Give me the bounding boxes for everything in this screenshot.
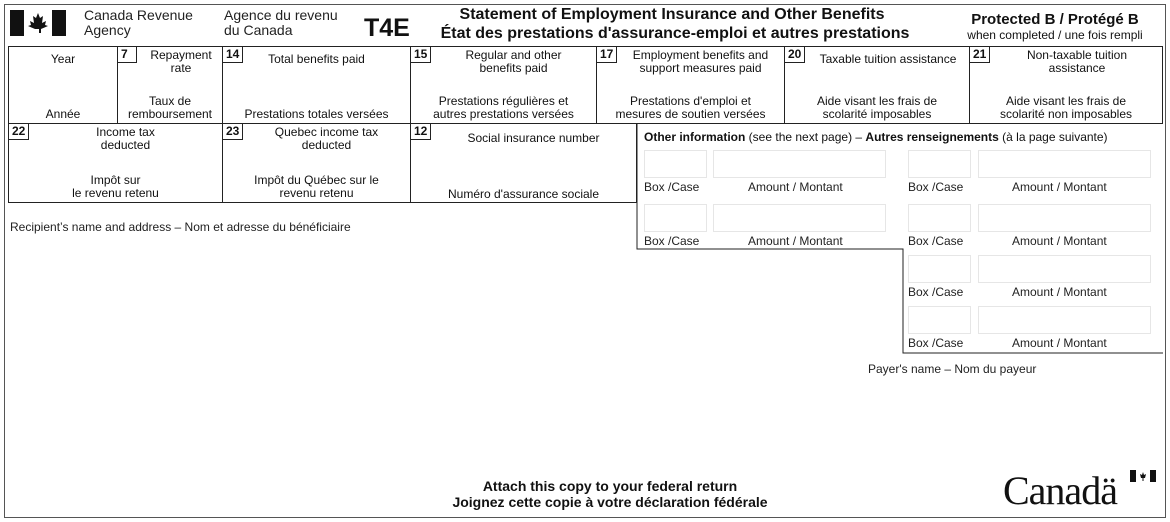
label-fr: Numéro d'assurance sociale [447,187,600,201]
other-box-input[interactable] [908,204,971,232]
label-en: Social insurance number [467,131,600,145]
label-fr: Prestations régulières et autres prestations versées [433,94,574,121]
agency-en-line1: Canada Revenue [84,7,193,23]
other-box-input[interactable] [908,306,971,334]
form-title-fr: État des prestations d'assurance-emploi et autres prestations [440,25,910,42]
protected-label: Protected B / Protégé B [971,11,1139,28]
box-number: 17 [596,46,617,63]
amount-label: Amount / Montant [1012,285,1107,299]
recipient-label: Recipient’s name and address – Nom et adresse du bénéficiaire [10,220,351,234]
agency-fr-line1: Agence du revenu [224,7,338,23]
payer-label: Payer's name – Nom du payeur [868,362,1037,376]
label-fr: Année [45,107,81,121]
recipient-name-address-area[interactable] [10,238,630,458]
agency-fr-line2: du Canada [224,22,293,38]
label-fr: Prestations totales versées [244,107,389,121]
other-box-input[interactable] [908,150,971,178]
label-en: Income tax deducted [96,125,155,152]
canada-wordmark: Canadä [1003,468,1117,513]
other-amount-input[interactable] [978,150,1151,178]
label-en: Year [50,52,76,66]
label-en: Repayment rate [150,48,212,75]
label-fr: Impôt sur le revenu retenu [72,173,159,200]
box-number: 12 [410,123,431,140]
box-number: 7 [117,46,137,63]
box-label: Box /Case [644,180,700,194]
form-title-en: Statement of Employment Insurance and Other Benefits [459,6,885,23]
box-label: Box /Case [908,180,964,194]
box-number: 21 [969,46,990,63]
other-amount-input[interactable] [978,306,1151,334]
label-en: Total benefits paid [268,52,365,66]
other-box-input[interactable] [908,255,971,283]
label-fr: Impôt du Québec sur le revenu retenu [254,173,379,200]
other-box-input[interactable] [644,150,707,178]
attach-en: Attach this copy to your federal return [482,478,738,494]
attach-fr: Joignez cette copie à votre déclaration fédérale [452,494,768,510]
box-number: 20 [784,46,805,63]
label-fr: Aide visant les frais de scolarité non imposables [999,94,1133,121]
box-label: Box /Case [644,234,700,248]
label-en: Taxable tuition assistance [819,52,957,66]
amount-label: Amount / Montant [1012,180,1107,194]
label-fr: Aide visant les frais de scolarité imposables [816,94,938,121]
box-number: 22 [8,123,29,140]
box-label: Box /Case [908,234,964,248]
label-en: Quebec income tax deducted [274,125,379,152]
attach-instructions [420,478,800,510]
other-box-input[interactable] [644,204,707,232]
box-number: 23 [222,123,243,140]
amount-label: Amount / Montant [748,180,843,194]
other-amount-input[interactable] [978,204,1151,232]
label-en: Regular and other benefits paid [465,48,562,75]
other-amount-input[interactable] [713,204,886,232]
label-en: Employment benefits and support measures paid [632,48,769,75]
other-amount-input[interactable] [978,255,1151,283]
amount-label: Amount / Montant [1012,234,1107,248]
box-number: 14 [222,46,243,63]
other-amount-input[interactable] [713,150,886,178]
amount-label: Amount / Montant [748,234,843,248]
amount-label: Amount / Montant [1012,336,1107,350]
other-info-title: Other information (see the next page) – Autres renseignements (à la page suivante) [644,130,1108,144]
wordmark-flag-icon [1130,470,1156,482]
payer-name-area[interactable] [868,380,1158,460]
label-fr: Prestations d'emploi et mesures de soutien versées [615,94,766,121]
agency-en-line2: Agency [84,22,131,38]
box-label: Box /Case [908,336,964,350]
form-code: T4E [364,14,410,42]
protected-sublabel: when completed / une fois rempli [967,28,1143,42]
box-label: Box /Case [908,285,964,299]
label-fr: Taux de remboursement [127,94,213,121]
box-number: 15 [410,46,431,63]
label-en: Non-taxable tuition assistance [1026,48,1128,75]
